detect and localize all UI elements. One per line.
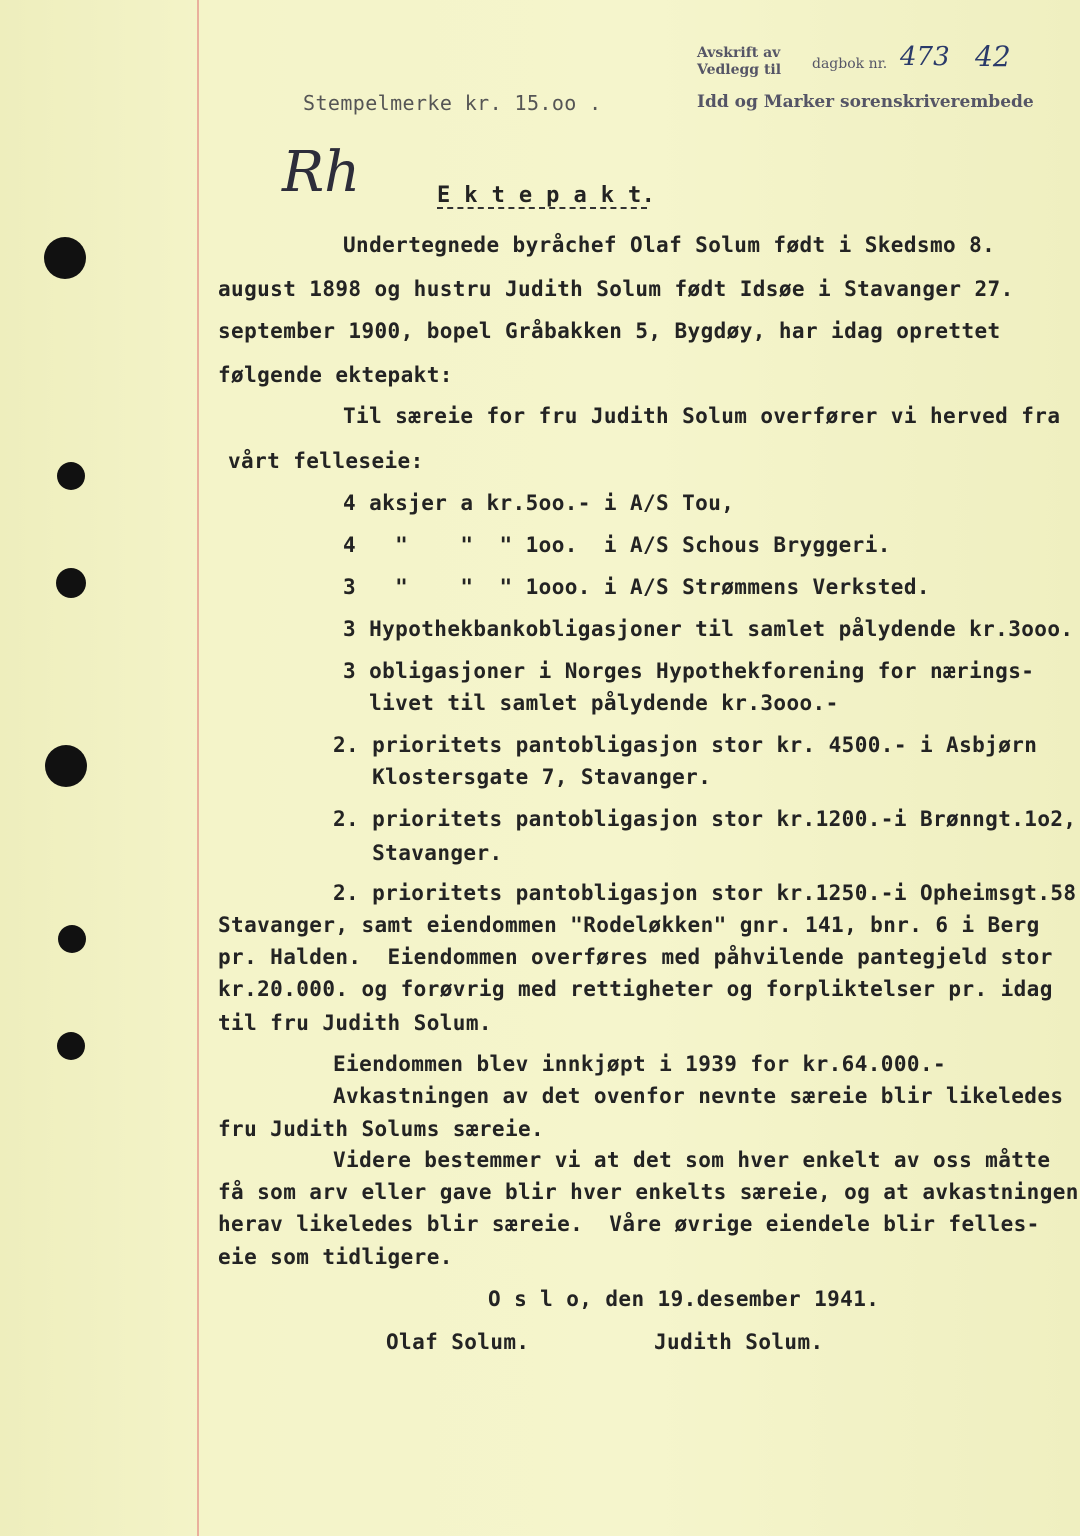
asset-item: 2. prioritets pantobligasjon stor kr.1200.-i Brønngt.1o2, [333,807,1077,831]
asset-item: 4 aksjer a kr.5oo.- i A/S Tou, [343,491,735,515]
asset-item: 3 obligasjoner i Norges Hypothekforening for nærings- [343,659,1035,683]
dagbok-year: 42 [975,40,1011,73]
asset-item: Stavanger. [333,841,503,865]
transfer-line: vårt felleseie: [228,449,424,473]
stamp-vedlegg: Vedlegg til [697,62,782,78]
asset-item: 3 Hypothekbankobligasjoner til samlet pålydende kr.3ooo. [343,617,1074,641]
punch-hole [56,568,86,598]
punch-hole [58,925,86,953]
asset-item: 4 " " " 1oo. i A/S Schous Bryggeri. [343,533,891,557]
asset-item: 2. prioritets pantobligasjon stor kr. 4500.- i Asbjørn [333,733,1038,757]
further-line: eie som tidligere. [218,1245,453,1269]
property-line: kr.20.000. og forøvrig med rettigheter og forpliktelser pr. idag [218,977,1053,1001]
transfer-line: Til særeie for fru Judith Solum overfører vi herved fra [343,404,1061,428]
signature-olaf: Olaf Solum. [386,1330,530,1354]
further-line: Videre bestemmer vi at det som hver enkelt av oss måtte [333,1148,1051,1172]
property-line: pr. Halden. Eiendommen overføres med påhvilende pantegjeld stor [218,945,1053,969]
intro-line: Undertegnede byråchef Olaf Solum født i Skedsmo 8. [343,233,996,257]
property-line: til fru Judith Solum. [218,1011,492,1035]
intro-line: august 1898 og hustru Judith Solum født Idsøe i Stavanger 27. [218,277,1014,301]
purchase-line: Eiendommen blev innkjøpt i 1939 for kr.64.000.- [333,1052,947,1076]
asset-item: 3 " " " 1ooo. i A/S Strømmens Verksted. [343,575,930,599]
intro-line: september 1900, bopel Gråbakken 5, Bygdøy, har idag oprettet [218,319,1001,343]
punch-hole [45,745,87,787]
signature-judith: Judith Solum. [654,1330,824,1354]
stamp-avskrift: Avskrift av [697,45,781,61]
margin-line [197,0,199,1536]
property-line: 2. prioritets pantobligasjon stor kr.1250.-i Opheimsgt.58 [333,881,1077,905]
further-line: herav likeledes blir særeie. Våre øvrige eiendele blir felles- [218,1212,1040,1236]
stempelmerke: Stempelmerke kr. 15.oo . [303,91,602,115]
document-title: E k t e p a k t. [437,183,656,208]
handwritten-initials: Rh [282,140,361,205]
asset-item: livet til samlet pålydende kr.3ooo.- [343,691,839,715]
further-line: få som arv eller gave blir hver enkelts særeie, og at avkastningen [218,1180,1079,1204]
yield-line: fru Judith Solums særeie. [218,1117,545,1141]
dagbok-number: 473 [900,42,950,72]
intro-line: følgende ektepakt: [218,363,453,387]
property-line: Stavanger, samt eiendommen "Rodeløkken" gnr. 141, bnr. 6 i Berg [218,913,1040,937]
stamp-dagbok: dagbok nr. [812,56,888,72]
punch-hole [57,462,85,490]
punch-hole [57,1032,85,1060]
asset-item: Klostersgate 7, Stavanger. [333,765,712,789]
punch-hole [44,237,86,279]
office-name: Idd og Marker sorenskriverembede [697,92,1034,112]
place-date: O s l o, den 19.desember 1941. [488,1287,880,1311]
title-underline [437,207,647,209]
yield-line: Avkastningen av det ovenfor nevnte særeie blir likeledes [333,1084,1064,1108]
